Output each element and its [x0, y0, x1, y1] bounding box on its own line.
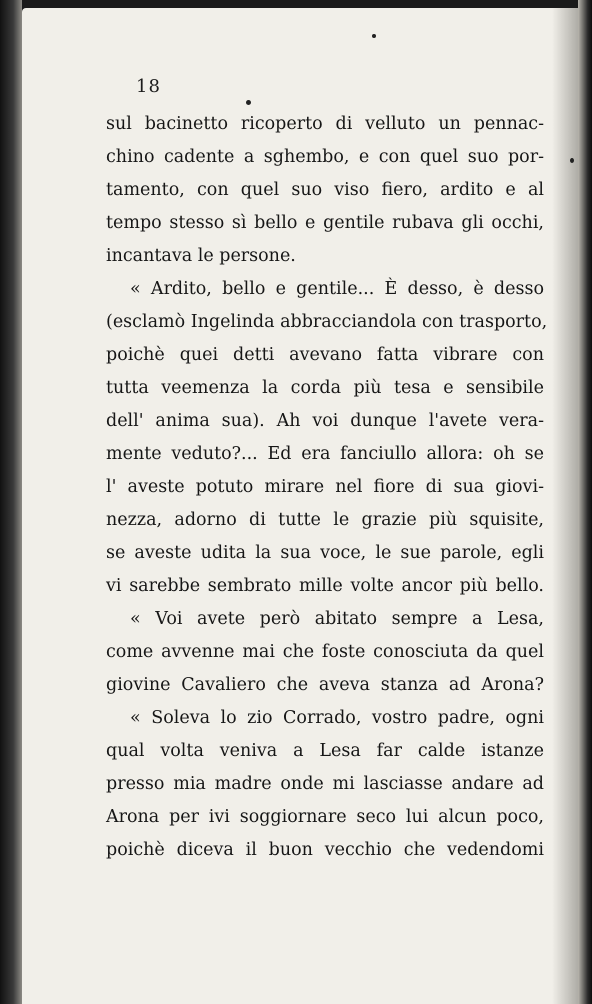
text-line: incantava le persone. [106, 246, 296, 266]
page-number: 18 [136, 76, 161, 97]
text-line: sul bacinetto ricoperto di velluto un pennac- [106, 114, 544, 134]
text-line: « Soleva lo zio Corrado, vostro padre, ogni [130, 708, 544, 728]
ink-speck [570, 158, 574, 163]
page-gutter-shade [552, 8, 578, 1004]
text-line: poichè quei detti avevano fatta vibrare con [106, 345, 544, 365]
text-line: giovine Cavaliero che aveva stanza ad Arona? [106, 675, 544, 695]
ink-speck [372, 34, 376, 38]
text-line: « Voi avete però abitato sempre a Lesa, [130, 609, 544, 629]
text-line: vi sarebbe sembrato mille volte ancor più bello. [106, 576, 544, 596]
text-line: chino cadente a sghembo, e con quel suo por- [106, 147, 544, 167]
text-line: (esclamò Ingelinda abbracciandola con trasporto, [106, 312, 548, 332]
text-line: se aveste udita la sua voce, le sue parole, egli [106, 543, 544, 563]
text-line: presso mia madre onde mi lasciasse andare ad [106, 774, 544, 794]
text-line: tempo stesso sì bello e gentile rubava gli occhi, [106, 213, 544, 233]
text-line: qual volta veniva a Lesa far calde istanze [106, 741, 544, 761]
text-line: come avvenne mai che foste conosciuta da quel [106, 642, 544, 662]
body-text [106, 108, 548, 867]
text-line: tamento, con quel suo viso fiero, ardito e al [106, 180, 544, 200]
text-line: mente veduto?... Ed era fanciullo allora: oh se [106, 444, 544, 464]
text-line: « Ardito, bello e gentile... È desso, è desso [130, 279, 544, 299]
text-line: l' aveste potuto mirare nel fiore di sua giovi- [106, 477, 544, 497]
text-line: nezza, adorno di tutte le grazie più squisite, [106, 510, 544, 530]
text-line: Arona per ivi soggiornare seco lui alcun poco, [106, 807, 544, 827]
page-edge-shadow [578, 0, 592, 1004]
text-line: dell' anima sua). Ah voi dunque l'avete vera- [106, 411, 544, 431]
book-spine-shadow [0, 0, 22, 1004]
text-line: tutta veemenza la corda più tesa e sensibile [106, 378, 544, 398]
text-line: poichè diceva il buon vecchio che vedendomi [106, 840, 544, 860]
ink-speck [246, 100, 251, 105]
